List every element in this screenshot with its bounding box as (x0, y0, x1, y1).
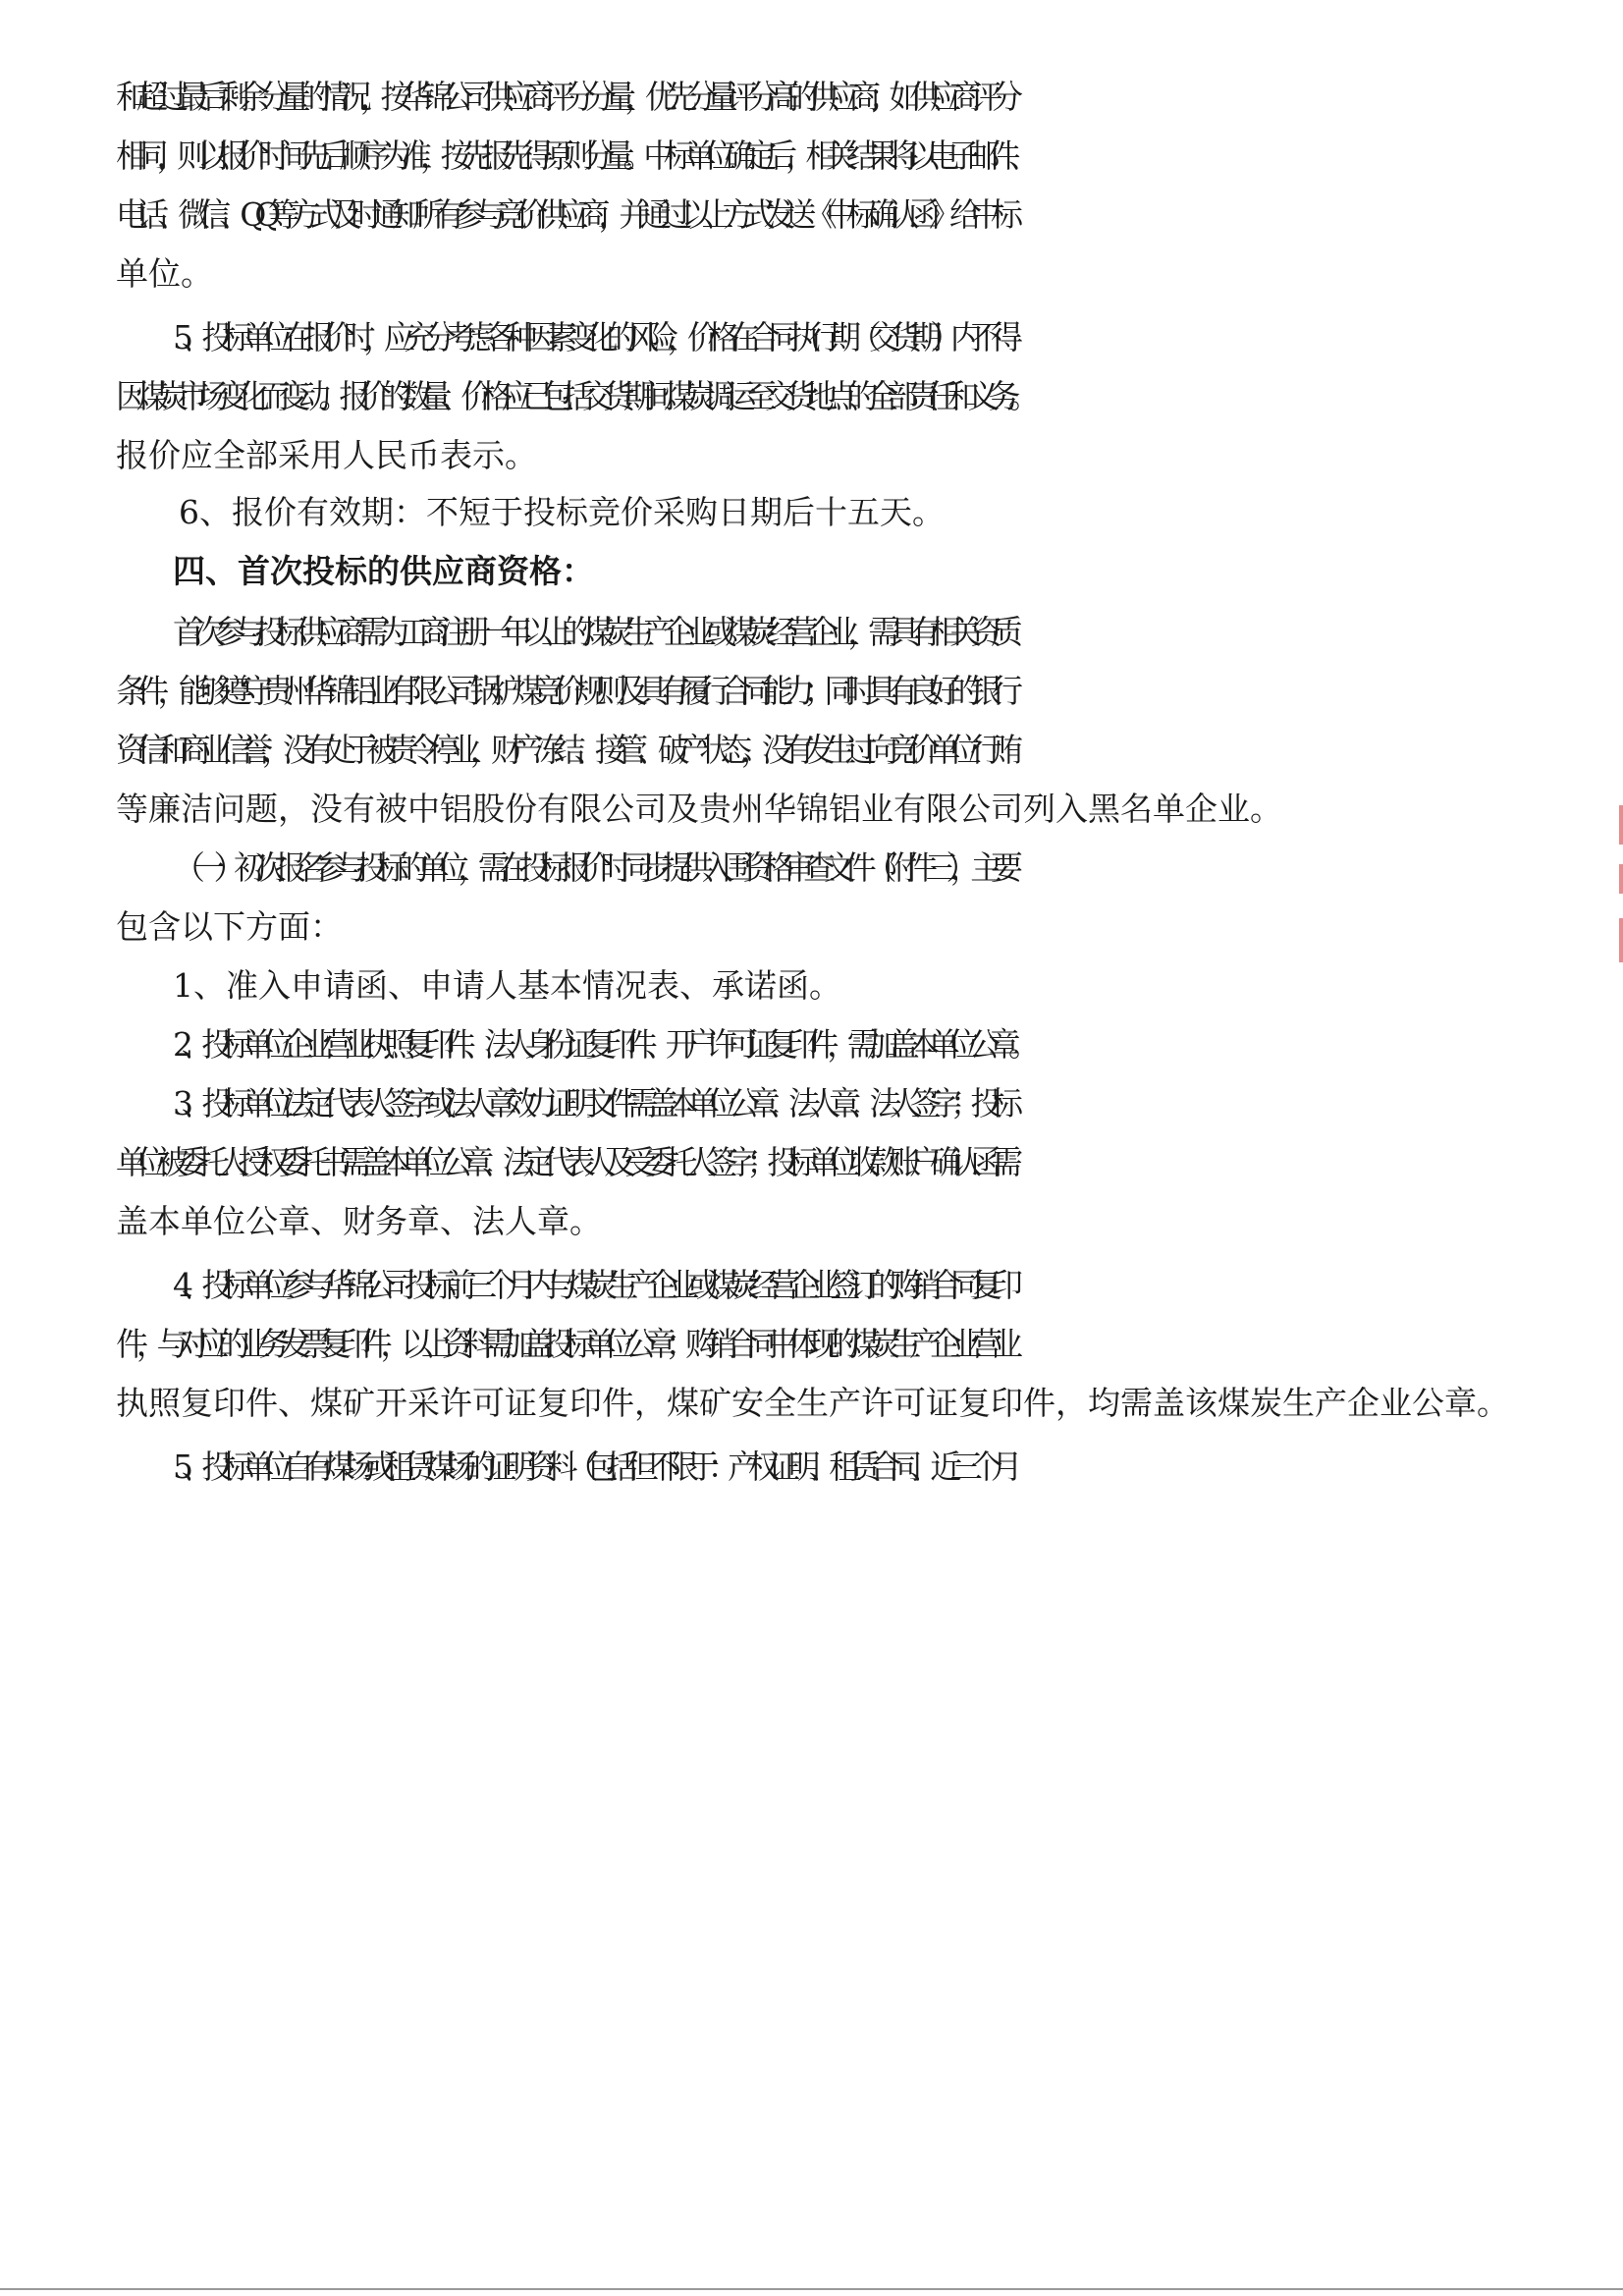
text-line: 6、报价有效期：不短于投标竞价采购日期后十五天。 (179, 493, 945, 531)
scan-edge-mark (1619, 805, 1623, 845)
text-line: 包含以下方面： (116, 907, 343, 946)
text-line: 条件，能够遵守贵州华锦铝业有限公司锅炉煤竞价规则及具有履行合同能力；同时具有良好的银行 (116, 672, 1012, 710)
scan-bottom-rule (0, 2288, 1623, 2290)
scan-edge-mark (1619, 864, 1623, 894)
text-line: 3、投标单位法定代表人签字或法人章效力证明文件需盖本单位公章、法人章、法人签字；投标 (173, 1084, 1011, 1122)
text-line: 盖本单位公章、财务章、法人章。 (116, 1202, 602, 1240)
text-line: 5、投标单位自有煤场或租赁煤场的证明资料（包括但不限于：产权证明、租赁合同、近三个月 (173, 1448, 1011, 1486)
text-line: 因煤炭市场变化而变动。报价的数量、价格应已包括交货期间煤炭调运至交货地点的全部责任和义务。 (116, 377, 1029, 415)
text-line: 5、投标单位在报价时，应充分考虑各种因素变化的风险，价格在合同执行期（交货期）内不得 (173, 318, 1011, 356)
text-line: 资信和商业信誉，没有处于被责令停业，财产冻结、接管、破产状态，没有发生过向竞价单位行贿 (116, 731, 1012, 769)
section-heading: 四、首次投标的供应商资格： (173, 552, 594, 590)
text-line: 等廉洁问题，没有被中铝股份有限公司及贵州华锦铝业有限公司列入黑名单企业。 (116, 790, 1282, 828)
text-line: 和超过最后剩余分量的情况，按华锦公司供应商评分分量，优先分量评分高的供应商；如供应商评分 (116, 78, 1011, 116)
text-line: （一）初次报名参与投标的单位，需在投标报价时同步提供入围资格审查文件（附件三），主要 (173, 848, 1011, 887)
text-line: 4、投标单位参与华锦公司投标前三个月内与煤炭生产企业或煤炭经营企业签订的购销合同复印 (173, 1266, 1011, 1304)
text-line: 相同，则以报价时间先后顺序为准，按先报先得原则分量。中标单位确定后，相关结果将以电子邮件、 (116, 137, 1029, 175)
text-line: 报价应全部采用人民币表示。 (116, 436, 537, 474)
text-line: 1、准入申请函、申请人基本情况表、承诺函。 (173, 966, 841, 1005)
text-line: 2、投标单位企业营业执照复印件、法人身份证复印件、开户许可证复印件，需加盖本单位公章。 (173, 1025, 1029, 1064)
text-line: 件，与对应的业务发票复印件，以上资料需加盖投标单位公章；购销合同中体现的煤炭生产企业营业 (116, 1325, 1011, 1363)
text-line: 首次参与投标供应商需为工商注册一年以上的煤炭生产企业或煤炭经营企业，需具有相关资质 (173, 613, 1011, 651)
text-line: 执照复印件、煤矿开采许可证复印件，煤矿安全生产许可证复印件，均需盖该煤炭生产企业公章。 (116, 1384, 1509, 1422)
text-line: 单位被委托人授权委托书需盖本单位公章、法定代表人及受委托人签字；投标单位收款账户确认函需 (116, 1143, 1011, 1181)
text-line: 单位。 (116, 254, 213, 293)
text-line: 电话、微信、QQ 等方式及时通知所有参与竞价供应商，并通过以上方式发送《中标确认函》给中标 (116, 195, 1012, 234)
scan-edge-mark (1619, 918, 1623, 962)
